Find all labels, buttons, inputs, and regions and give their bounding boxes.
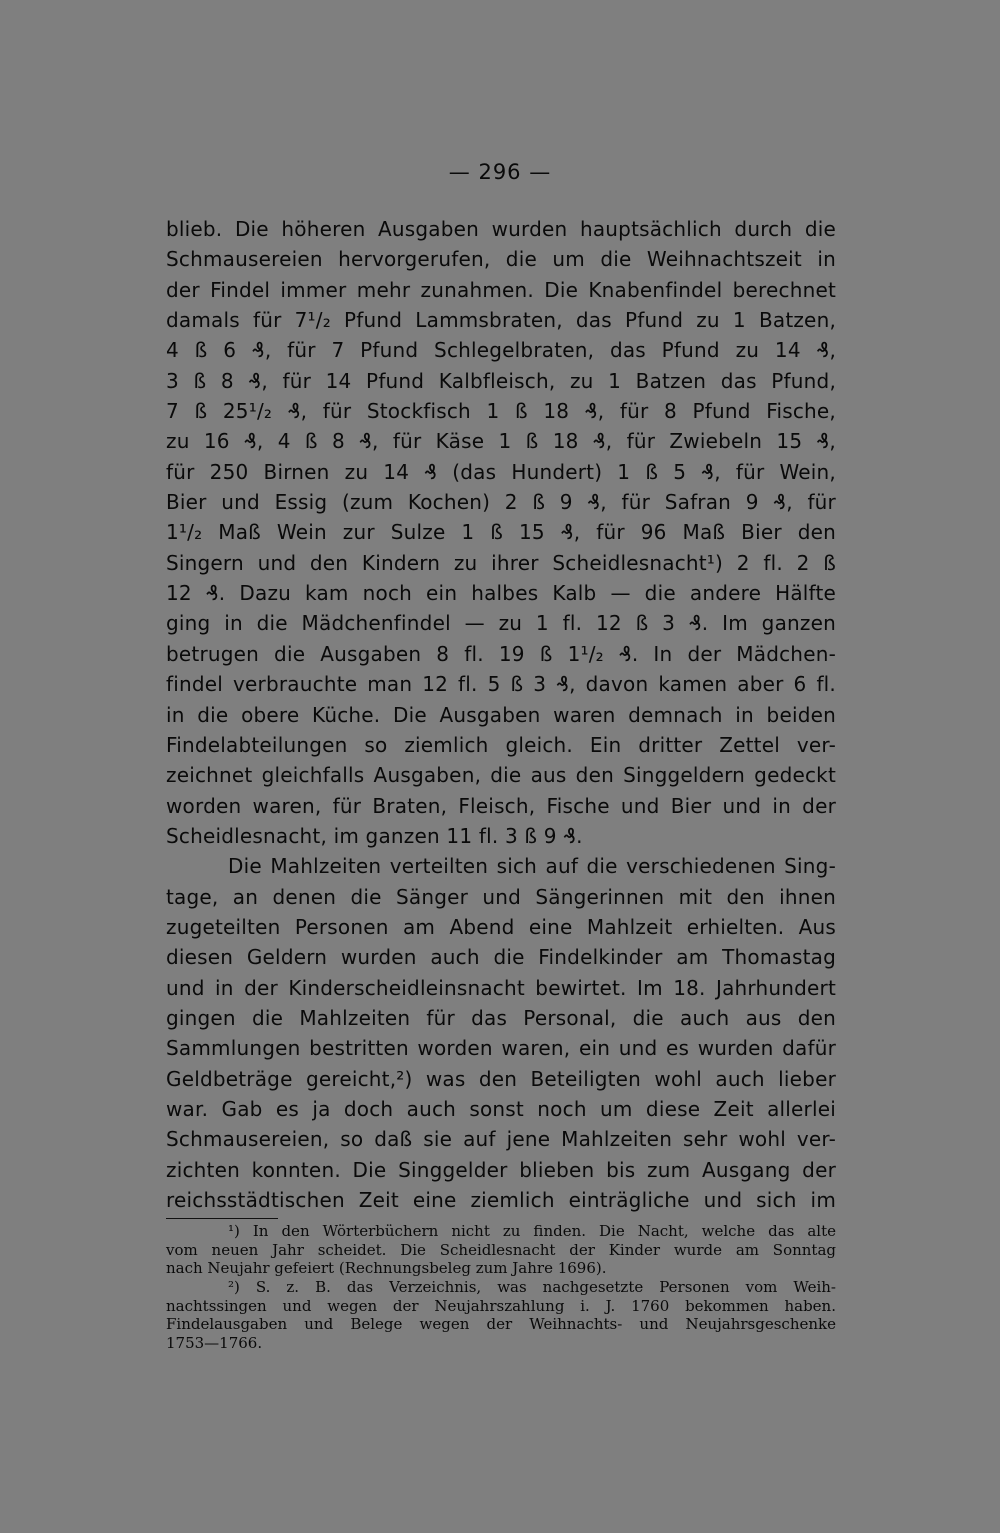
text-line: in die obere Küche. Die Ausgaben waren demnach in beiden: [166, 702, 836, 727]
text-line: der Findel immer mehr zunahmen. Die Knabenfindel berechnet: [166, 277, 836, 302]
footnote-line: 1753—1766.: [166, 1334, 263, 1353]
footnote-line: ¹) In den Wörterbüchern nicht zu finden. Die Nacht, welche das alte: [228, 1222, 836, 1240]
text-line: Singern und den Kindern zu ihrer Scheidlesnacht¹) 2 fl. 2 ß: [166, 550, 836, 575]
text-line: Scheidlesnacht, im ganzen 11 fl. 3 ß 9 ₰.: [166, 823, 583, 848]
footnote-line: vom neuen Jahr scheidet. Die Scheidlesnacht der Kinder wurde am Sonntag: [166, 1240, 836, 1259]
footnote-separator: [166, 1218, 278, 1219]
text-line: 1¹/₂ Maß Wein zur Sulze 1 ß 15 ₰, für 96 Maß Bier den: [166, 520, 836, 545]
text-line: findel verbrauchte man 12 fl. 5 ß 3 ₰, davon kamen aber 6 fl.: [166, 672, 836, 697]
page-number: — 296 —: [448, 160, 552, 184]
main-text: [166, 214, 836, 1215]
text-line: zeichnet gleichfalls Ausgaben, die aus den Singgeldern gedeckt: [166, 763, 836, 788]
text-line: Schmausereien hervorgerufen, die um die Weihnachtszeit in: [166, 247, 836, 272]
text-line: blieb. Die höheren Ausgaben wurden hauptsächlich durch die: [166, 217, 836, 241]
text-line: 3 ß 8 ₰, für 14 Pfund Kalbfleisch, zu 1 Batzen das Pfund,: [166, 368, 836, 393]
footnote-line: ²) S. z. B. das Verzeichnis, was nachgesetzte Personen vom Weih-: [228, 1278, 836, 1297]
text-line: für 250 Birnen zu 14 ₰ (das Hundert) 1 ß 5 ₰, für Wein,: [166, 459, 836, 484]
text-line: 12 ₰. Dazu kam noch ein halbes Kalb — die andere Hälfte: [166, 581, 836, 606]
text-line: 4 ß 6 ₰, für 7 Pfund Schlegelbraten, das Pfund zu 14 ₰,: [166, 338, 836, 363]
text-line: Sammlungen bestritten worden waren, ein und es wurden dafür: [166, 1036, 836, 1061]
footnote-line: nachtssingen und wegen der Neujahrszahlung i. J. 1760 bekommen haben.: [166, 1296, 836, 1315]
text-line: Schmausereien, so daß sie auf jene Mahlzeiten sehr wohl ver-: [166, 1127, 836, 1152]
text-line: und in der Kinderscheidleinsnacht bewirtet. Im 18. Jahrhundert: [166, 975, 836, 1000]
text-line: 7 ß 25¹/₂ ₰, für Stockfisch 1 ß 18 ₰, für 8 Pfund Fische,: [166, 399, 836, 424]
text-line: war. Gab es ja doch auch sonst noch um diese Zeit allerlei: [166, 1096, 836, 1121]
text-line: betrugen die Ausgaben 8 fl. 19 ß 1¹/₂ ₰. In der Mädchen-: [166, 641, 836, 666]
text-line: Geldbeträge gereicht,²) was den Beteiligten wohl auch lieber: [166, 1066, 836, 1091]
footnote-line: Findelausgaben und Belege wegen der Weihnachts- und Neujahrsgeschenke: [166, 1315, 836, 1334]
text-line: Die Mahlzeiten verteilten sich auf die verschiedenen Sing-: [228, 854, 836, 879]
text-line: damals für 7¹/₂ Pfund Lammsbraten, das Pfund zu 1 Batzen,: [166, 308, 836, 333]
footnote-line: nach Neujahr gefeiert (Rechnungsbeleg zum Jahre 1696).: [166, 1259, 607, 1278]
text-line: reichsstädtischen Zeit eine ziemlich einträgliche und sich im: [166, 1188, 836, 1212]
text-line: zu 16 ₰, 4 ß 8 ₰, für Käse 1 ß 18 ₰, für Zwiebeln 15 ₰,: [166, 429, 836, 454]
text-line: zichten konnten. Die Singgelder blieben bis zum Ausgang der: [166, 1157, 836, 1182]
text-line: ging in die Mädchenfindel — zu 1 fl. 12 ß 3 ₰. Im ganzen: [166, 611, 836, 636]
text-line: worden waren, für Braten, Fleisch, Fische und Bier und in der: [166, 793, 836, 818]
text-line: zugeteilten Personen am Abend eine Mahlzeit erhielten. Aus: [166, 914, 836, 939]
text-line: Findelabteilungen so ziemlich gleich. Ein dritter Zettel ver-: [166, 732, 836, 757]
text-line: gingen die Mahlzeiten für das Personal, die auch aus den: [166, 1005, 836, 1030]
footnotes: [166, 1222, 836, 1353]
text-line: tage, an denen die Sänger und Sängerinnen mit den ihnen: [166, 884, 836, 909]
text-line: Bier und Essig (zum Kochen) 2 ß 9 ₰, für Safran 9 ₰, für: [166, 490, 836, 515]
text-line: diesen Geldern wurden auch die Findelkinder am Thomastag: [166, 945, 836, 970]
